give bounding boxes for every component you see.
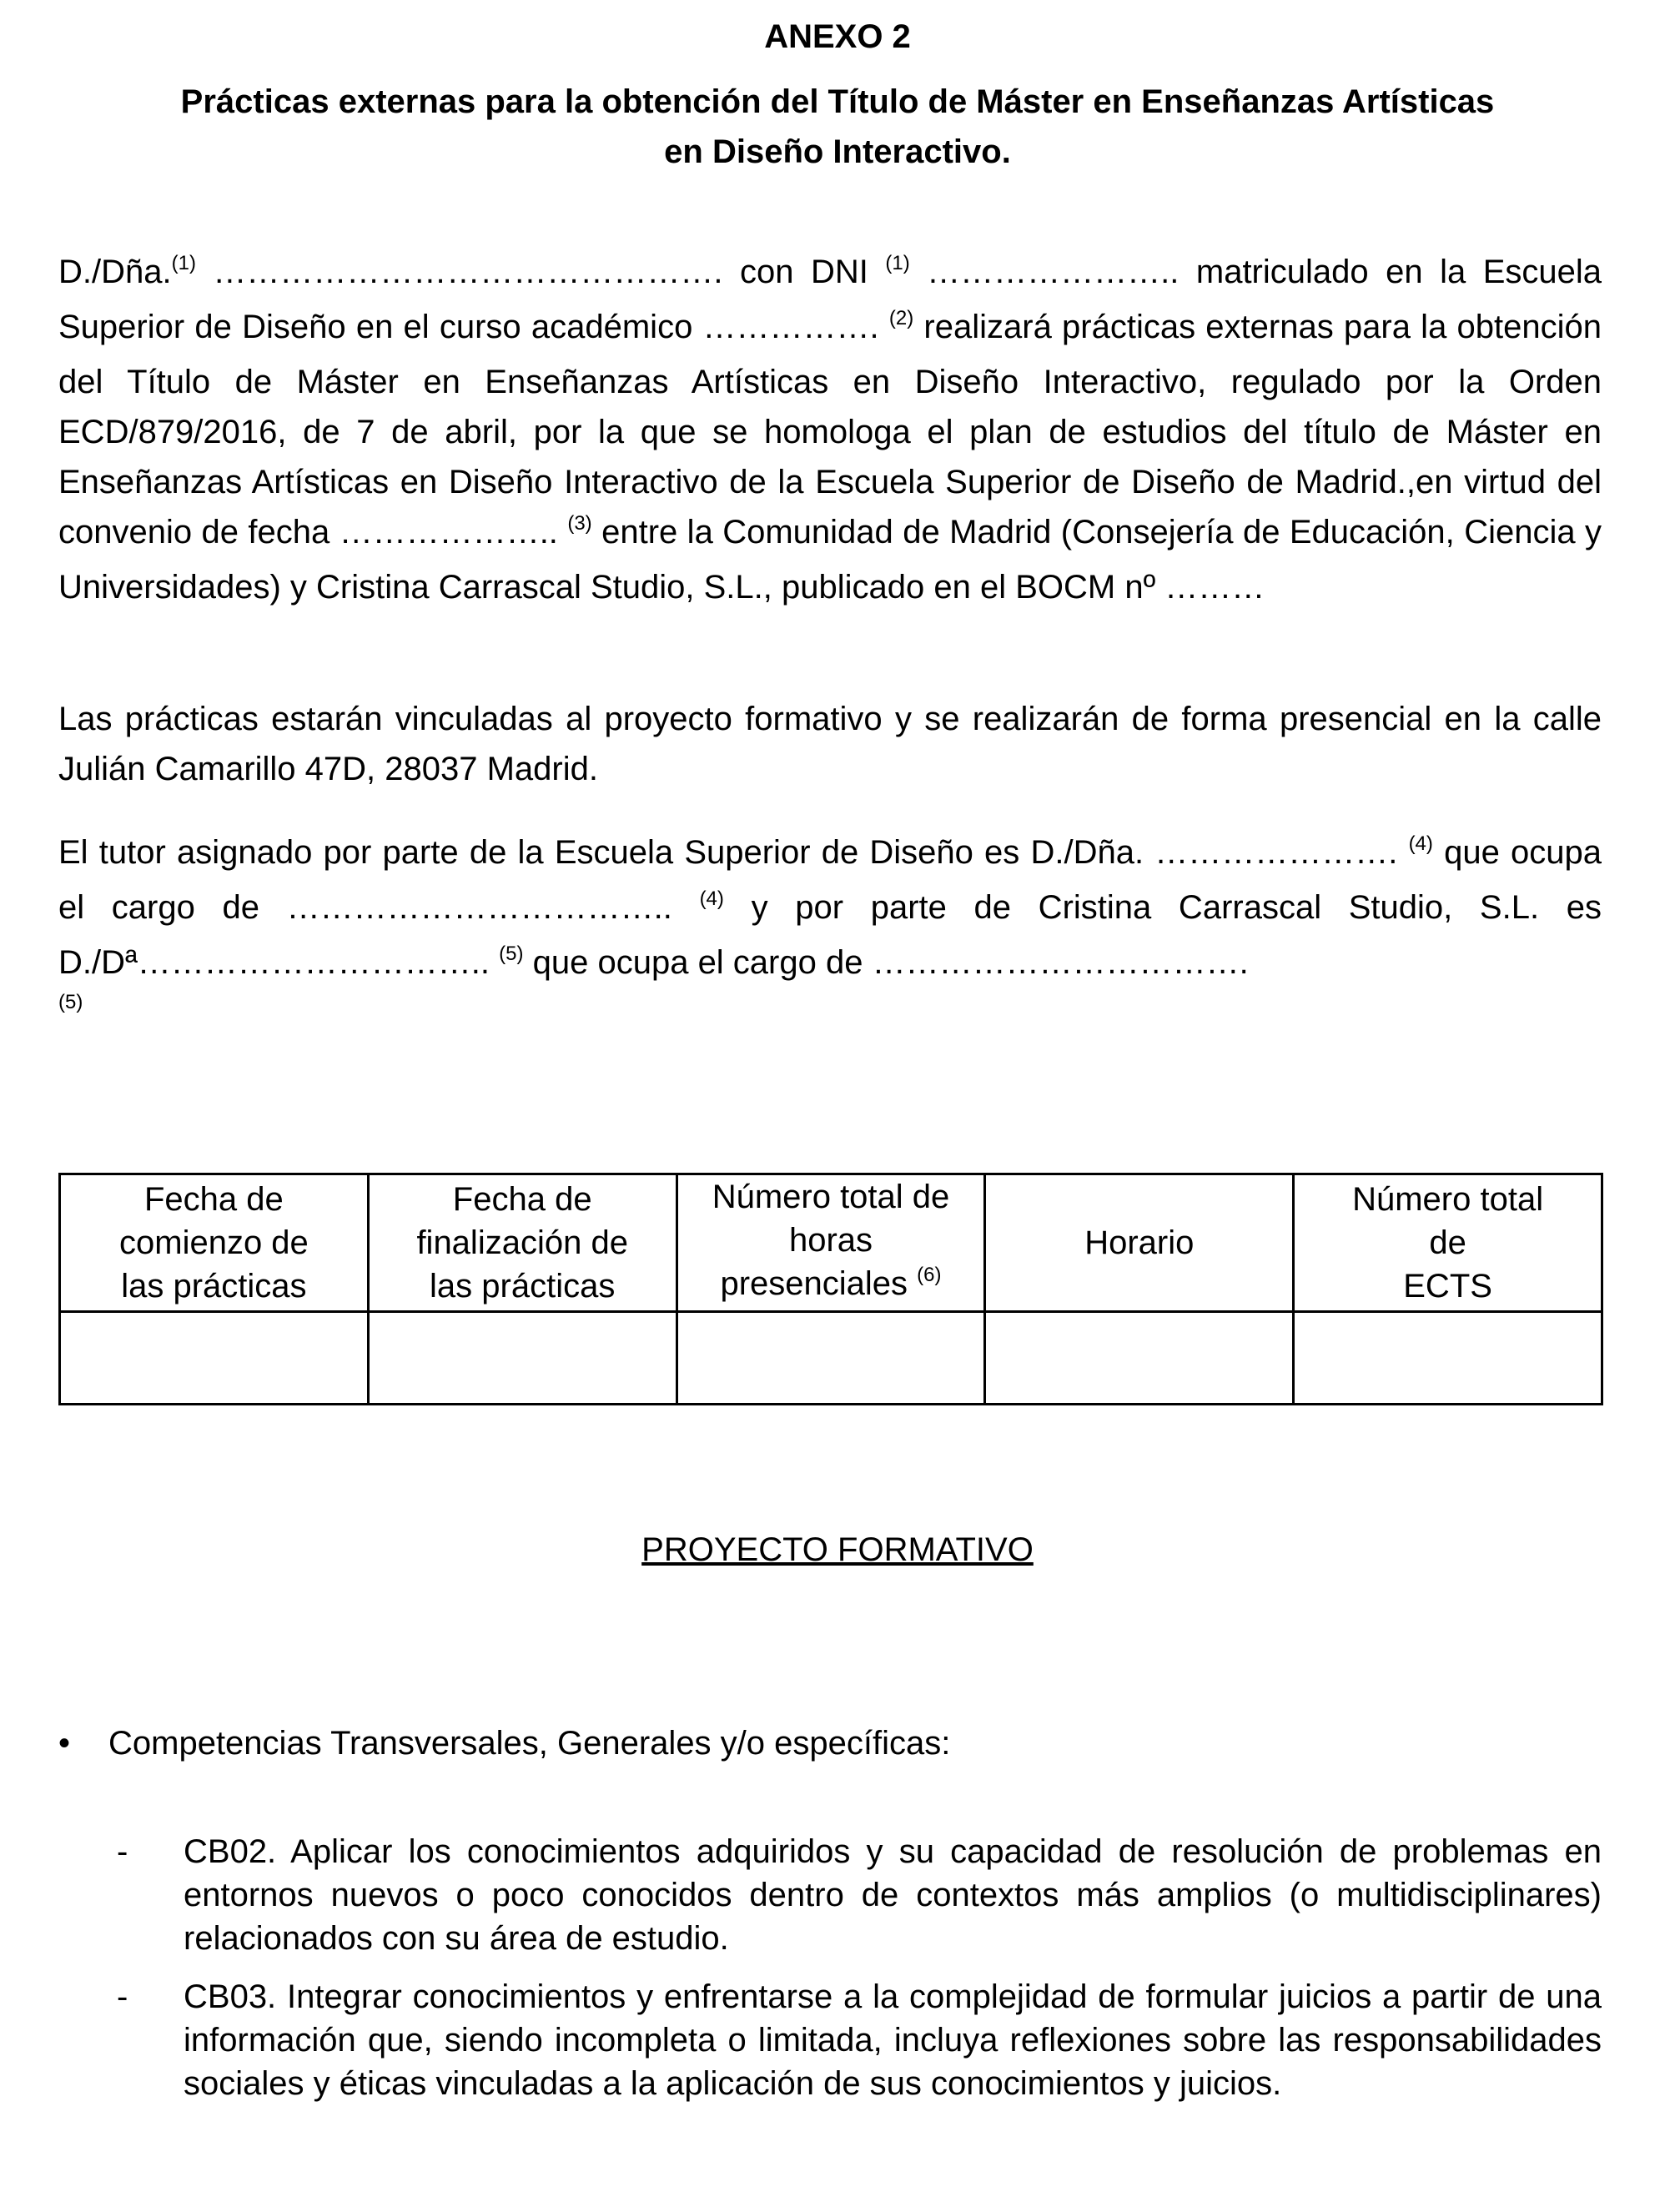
subtitle-line-1: Prácticas externas para la obtención del Título de Máster en Enseñanzas Artísticas	[180, 83, 1495, 120]
footnote-ref: (5)	[499, 943, 524, 965]
table-header-row	[60, 1174, 1602, 1312]
footnote-ref: (2)	[888, 307, 914, 329]
schedule-table	[58, 1173, 1603, 1405]
dash-icon: -	[117, 1833, 128, 1870]
student-paragraph	[58, 247, 1602, 612]
input-cell-total-hours[interactable]	[677, 1312, 985, 1405]
list-item	[117, 1975, 1602, 2105]
header-line	[685, 1262, 978, 1310]
competency-text: CB03. Integrar conocimientos y enfrentarse a la complejidad de formular juicios a partir de una información que, siendo incompleta o limitada, incluya reflexiones sobre las responsabilidades sociales y éticas vinculadas a la aplicación de sus conocimientos y juicios.	[184, 1978, 1602, 2102]
section-heading: PROYECTO FORMATIVO	[641, 1531, 1034, 1568]
footnote-ref: (6)	[917, 1264, 942, 1286]
annex-title: ANEXO 2	[764, 18, 911, 55]
header-end-date	[368, 1174, 677, 1312]
header-line: de	[1429, 1224, 1466, 1261]
input-cell-total-ects[interactable]	[1294, 1312, 1602, 1405]
header-total-ects	[1294, 1174, 1602, 1312]
input-cell-end-date[interactable]	[368, 1312, 677, 1405]
subtitle-line-2: en Diseño Interactivo.	[664, 133, 1011, 170]
header-line: Horario	[1084, 1224, 1195, 1261]
table-row	[60, 1312, 1602, 1405]
header-line: horas	[788, 1222, 873, 1259]
location-paragraph: Las prácticas estarán vinculadas al proyecto formativo y se realizarán de forma presencial en la calle Julián Camarillo 47D, 28037 Madrid.	[58, 701, 1602, 787]
text-segment: ………………………………………. con DNI	[195, 254, 886, 290]
header-line-text: presenciales	[720, 1265, 918, 1302]
footnote-ref: (5)	[58, 991, 83, 1013]
text-segment: entre la Comunidad de Madrid (Consejería de Educación, Ciencia y Universidades) y Cristina Carrascal Studio, S.L., publicado en el BOCM nº ………	[58, 514, 1602, 606]
footnote-ref: (3)	[567, 512, 592, 535]
text-segment: ………………….. matriculado en la Escuela Superior de Diseño en el curso académico …………….	[58, 254, 1602, 345]
bullet-text: Competencias Transversales, Generales y/o específicas:	[108, 1725, 951, 1762]
header-total-hours	[677, 1174, 985, 1312]
list-item	[58, 1718, 950, 1768]
header-schedule	[985, 1174, 1294, 1312]
header-line: Número total de	[712, 1179, 950, 1215]
text-segment: que ocupa el cargo de ……………………………..	[58, 834, 1602, 926]
header-line: comienzo de	[119, 1224, 309, 1261]
header-line: Fecha de	[144, 1181, 284, 1218]
tutor-paragraph	[58, 827, 1602, 993]
list-item	[117, 1830, 1602, 1960]
header-line: finalización de	[416, 1224, 628, 1261]
bullet-icon: •	[58, 1725, 71, 1762]
header-line: Fecha de	[452, 1181, 592, 1218]
text-segment: El tutor asignado por parte de la Escuela Superior de Diseño es D./Dña. ………………….	[58, 834, 1409, 871]
dash-icon: -	[117, 1978, 128, 2015]
text-segment: D./Dña.	[58, 254, 172, 290]
footnote-ref: (4)	[1408, 832, 1433, 855]
input-cell-schedule[interactable]	[985, 1312, 1294, 1405]
text-segment: y por parte de Cristina Carrascal Studio, S.L. es D./Dª…………………………..	[58, 889, 1602, 981]
footnote-ref: (1)	[171, 252, 196, 274]
header-line: Número total	[1352, 1181, 1544, 1218]
header-line: las prácticas	[121, 1268, 307, 1305]
document-subtitle	[67, 77, 1608, 177]
header-start-date	[60, 1174, 369, 1312]
text-segment: realizará prácticas externas para la obtención del Título de Máster en Enseñanzas Artísticas en Diseño Interactivo, regulado por la Orden ECD/879/2016, de 7 de abril, por la que se homologa el plan de estudios del título de Máster en Enseñanzas Artísticas en Diseño Interactivo de la Escuela Superior de Diseño de Madrid.,en virtud del convenio de fecha ………………..	[58, 309, 1602, 550]
text-segment: que ocupa el cargo de …………………………….	[523, 944, 1249, 981]
header-line: ECTS	[1403, 1268, 1492, 1305]
competency-text: CB02. Aplicar los conocimientos adquiridos y su capacidad de resolución de problemas en entornos nuevos o poco conocidos dentro de contextos más amplios (o multidisciplinares) relacionados con su área de estudio.	[184, 1833, 1602, 1957]
footnote-ref: (1)	[885, 252, 910, 274]
input-cell-start-date[interactable]	[60, 1312, 369, 1405]
footnote-ref: (4)	[699, 887, 724, 910]
header-line: las prácticas	[430, 1268, 616, 1305]
